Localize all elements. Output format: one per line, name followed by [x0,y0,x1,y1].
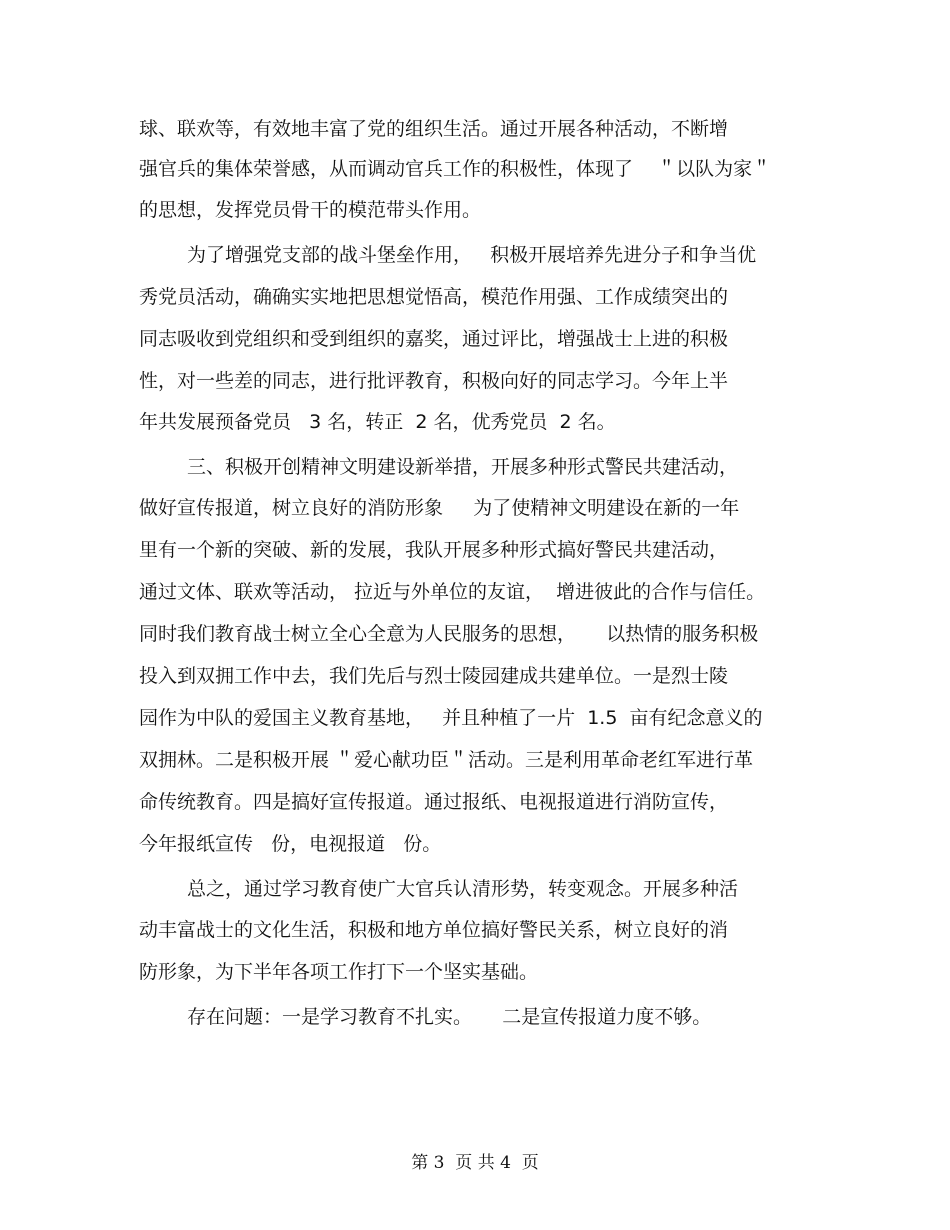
text-line: 命传统教育。四是搞好宣传报道。通过报纸、电视报道进行消防宣传， [139,791,729,813]
text-line: 里有一个新的突破、新的发展，我队开展多种形式搞好警民共建活动， [139,539,729,561]
text-line: 做好宣传报道，树立良好的消防形象 为了使精神文明建设在新的一年 [139,497,740,519]
text-line: 动丰富战士的文化生活，积极和地方单位搞好警民关系，树立良好的消 [139,919,729,941]
text-line: 的思想，发挥党员骨干的模范带头作用。 [139,199,482,221]
text-line: 双拥林。二是积极开展 ＂爱心献功臣＂活动。三是利用革命老红军进行革 [139,749,754,771]
page-number-footer: 第 3 页 共 4 页 [411,1153,539,1173]
text-line: 同时我们教育战士树立全心全意为人民服务的思想， 以热情的服务积极 [139,623,759,645]
text-line: 园作为中队的爱国主义教育基地， 并且种植了一片 1.5 亩有纪念意义的 [139,707,763,729]
text-line: 总之，通过学习教育使广大官兵认清形势，转变观念。开展多种活 [187,878,739,900]
text-line: 年共发展预备党员 3 名，转正 2 名，优秀党员 2 名。 [139,411,616,433]
text-line: 通过文体、联欢等活动， 拉近与外单位的友谊， 增进彼此的合作与信任。 [139,581,766,603]
text-line: 存在问题：一是学习教育不扎实。 二是宣传报道力度不够。 [187,1006,712,1028]
text-line: 球、联欢等，有效地丰富了党的组织生活。通过开展各种活动，不断增 [139,118,729,140]
text-line: 同志吸收到党组织和受到组织的嘉奖，通过评比，增强战士上进的积极 [139,328,729,350]
text-line: 强官兵的集体荣誉感，从而调动官兵工作的积极性，体现了 ＂以队为家＂ [139,158,772,180]
text-line: 防形象，为下半年各项工作打下一个坚实基础。 [139,961,539,983]
text-line: 为了增强党支部的战斗堡垒作用， 积极开展培养先进分子和争当优 [187,244,757,266]
text-line: 三、积极开创精神文明建设新举措，开展多种形式警民共建活动， [187,456,739,478]
text-line: 性，对一些差的同志，进行批评教育，积极向好的同志学习。今年上半 [139,370,729,392]
text-line: 今年报纸宣传 份，电视报道 份。 [139,833,442,855]
text-line: 投入到双拥工作中去，我们先后与烈士陵园建成共建单位。一是烈士陵 [139,665,729,687]
text-line: 秀党员活动，确确实实地把思想觉悟高，模范作用强、工作成绩突出的 [139,286,729,308]
